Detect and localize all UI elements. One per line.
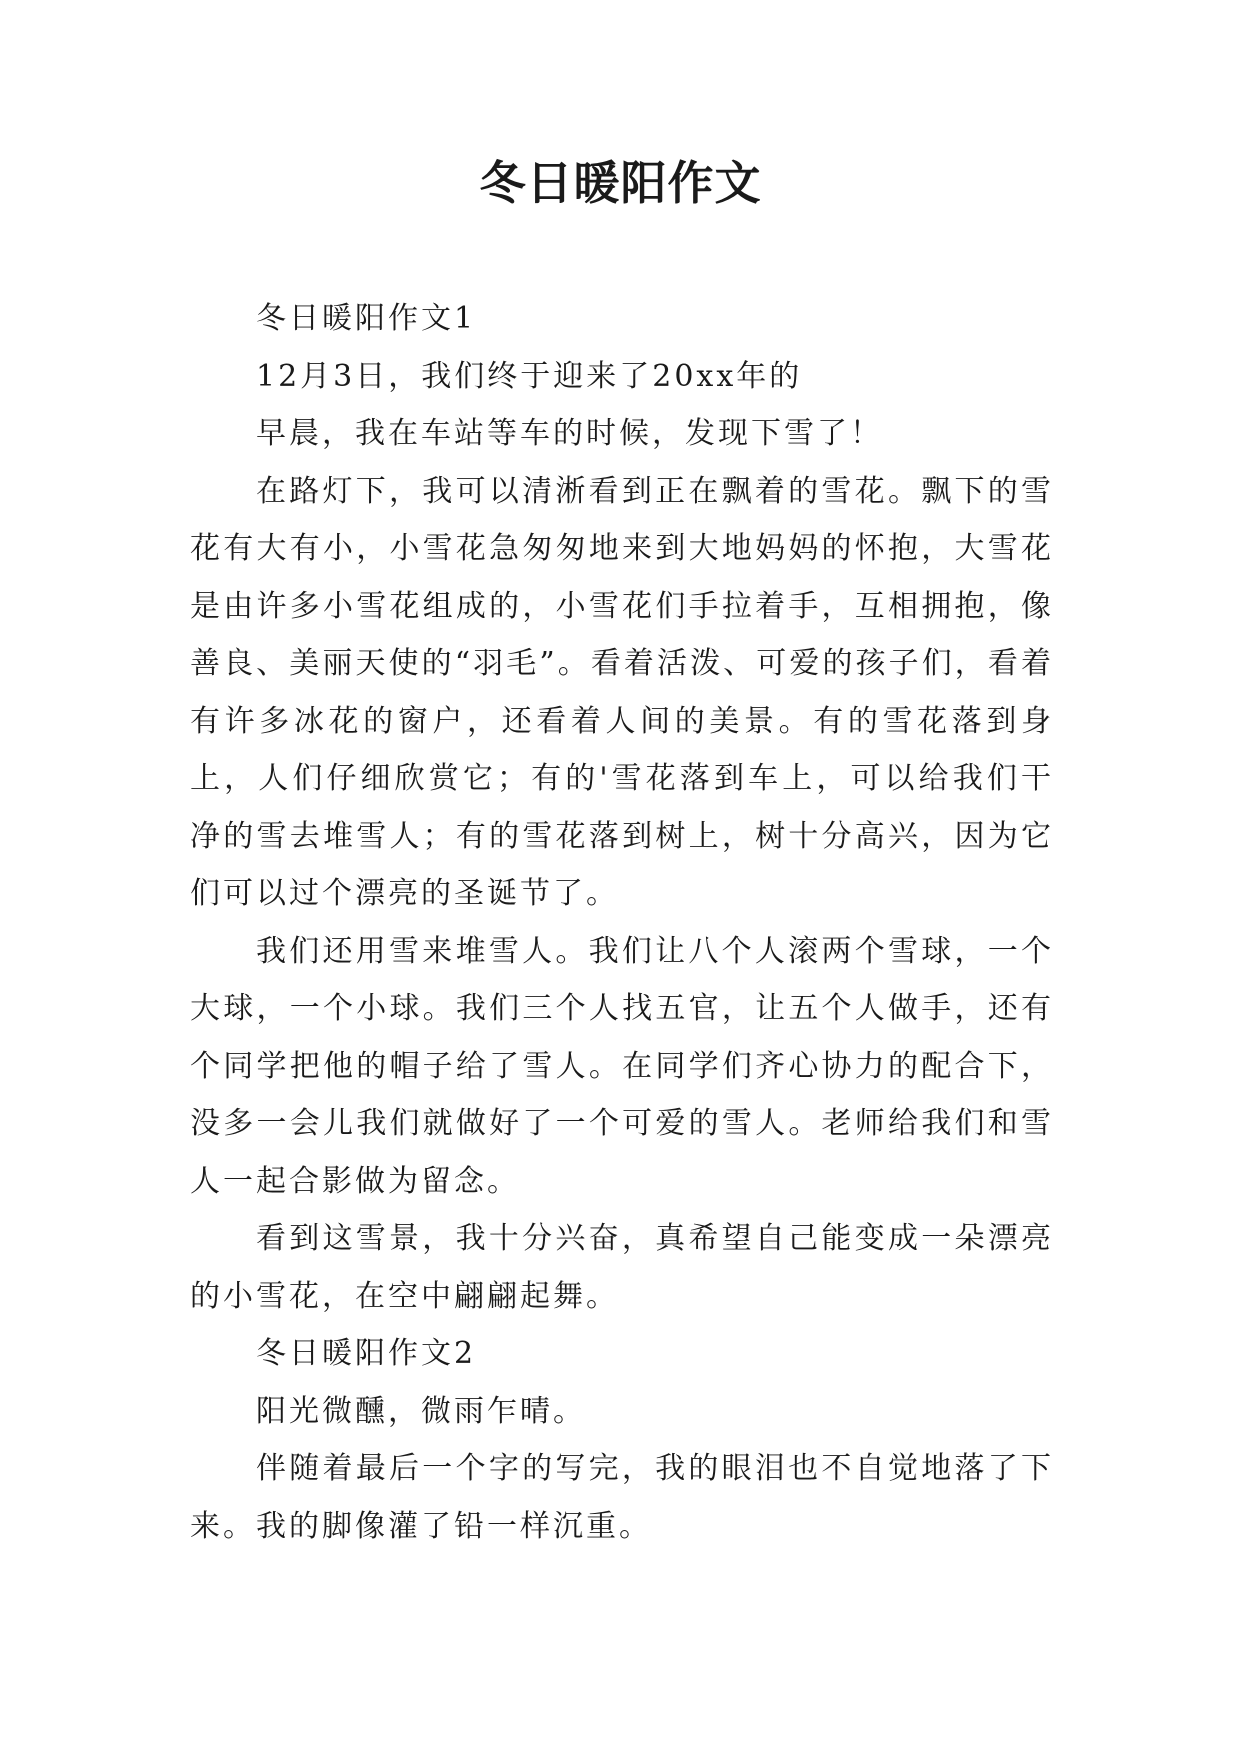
paragraph: 早晨，我在车站等车的时候，发现下雪了！ xyxy=(256,416,883,451)
section-heading-1: 冬日暖阳作文1 xyxy=(256,301,477,336)
paragraph: 阳光微醺，微雨乍晴。 xyxy=(256,1393,586,1429)
paragraph: 伴随着最后一个字的写完，我的眼泪也不自觉地落了下来。我的脚像灌了铅一样沉重。 xyxy=(190,1451,1054,1544)
paragraph: 看到这雪景，我十分兴奋，真希望自己能变成一朵漂亮的小雪花，在空中翩翩起舞。 xyxy=(190,1221,1054,1314)
section-heading-2: 冬日暖阳作文2 xyxy=(256,1336,477,1371)
document-body xyxy=(190,290,1054,1555)
paragraph: 我们还用雪来堆雪人。我们让八个人滚两个雪球，一个大球，一个小球。我们三个人找五官，让五个人做手，还有个同学把他的帽子给了雪人。在同学们齐心协力的配合下，没多一会儿我们就做好了一个可爱的雪人。老师给我们和雪人一起合影做为留念。 xyxy=(190,933,1054,1199)
paragraph: 在路灯下，我可以清淅看到正在飘着的雪花。飘下的雪花有大有小，小雪花急匆匆地来到大地妈妈的怀抱，大雪花是由许多小雪花组成的，小雪花们手拉着手，互相拥抱，像善良、美丽天使的“羽毛”。看着活泼、可爱的孩子们，看着有许多冰花的窗户，还看着人间的美景。有的雪花落到身上，人们仔细欣赏它；有的'雪花落到车上，可以给我们干净的雪去堆雪人；有的雪花落到树上，树十分高兴，因为它们可以过个漂亮的圣诞节了。 xyxy=(190,473,1054,911)
paragraph: 12月3日，我们终于迎来了20xx年的 xyxy=(256,358,803,394)
document-title: 冬日暖阳作文 xyxy=(479,156,762,210)
